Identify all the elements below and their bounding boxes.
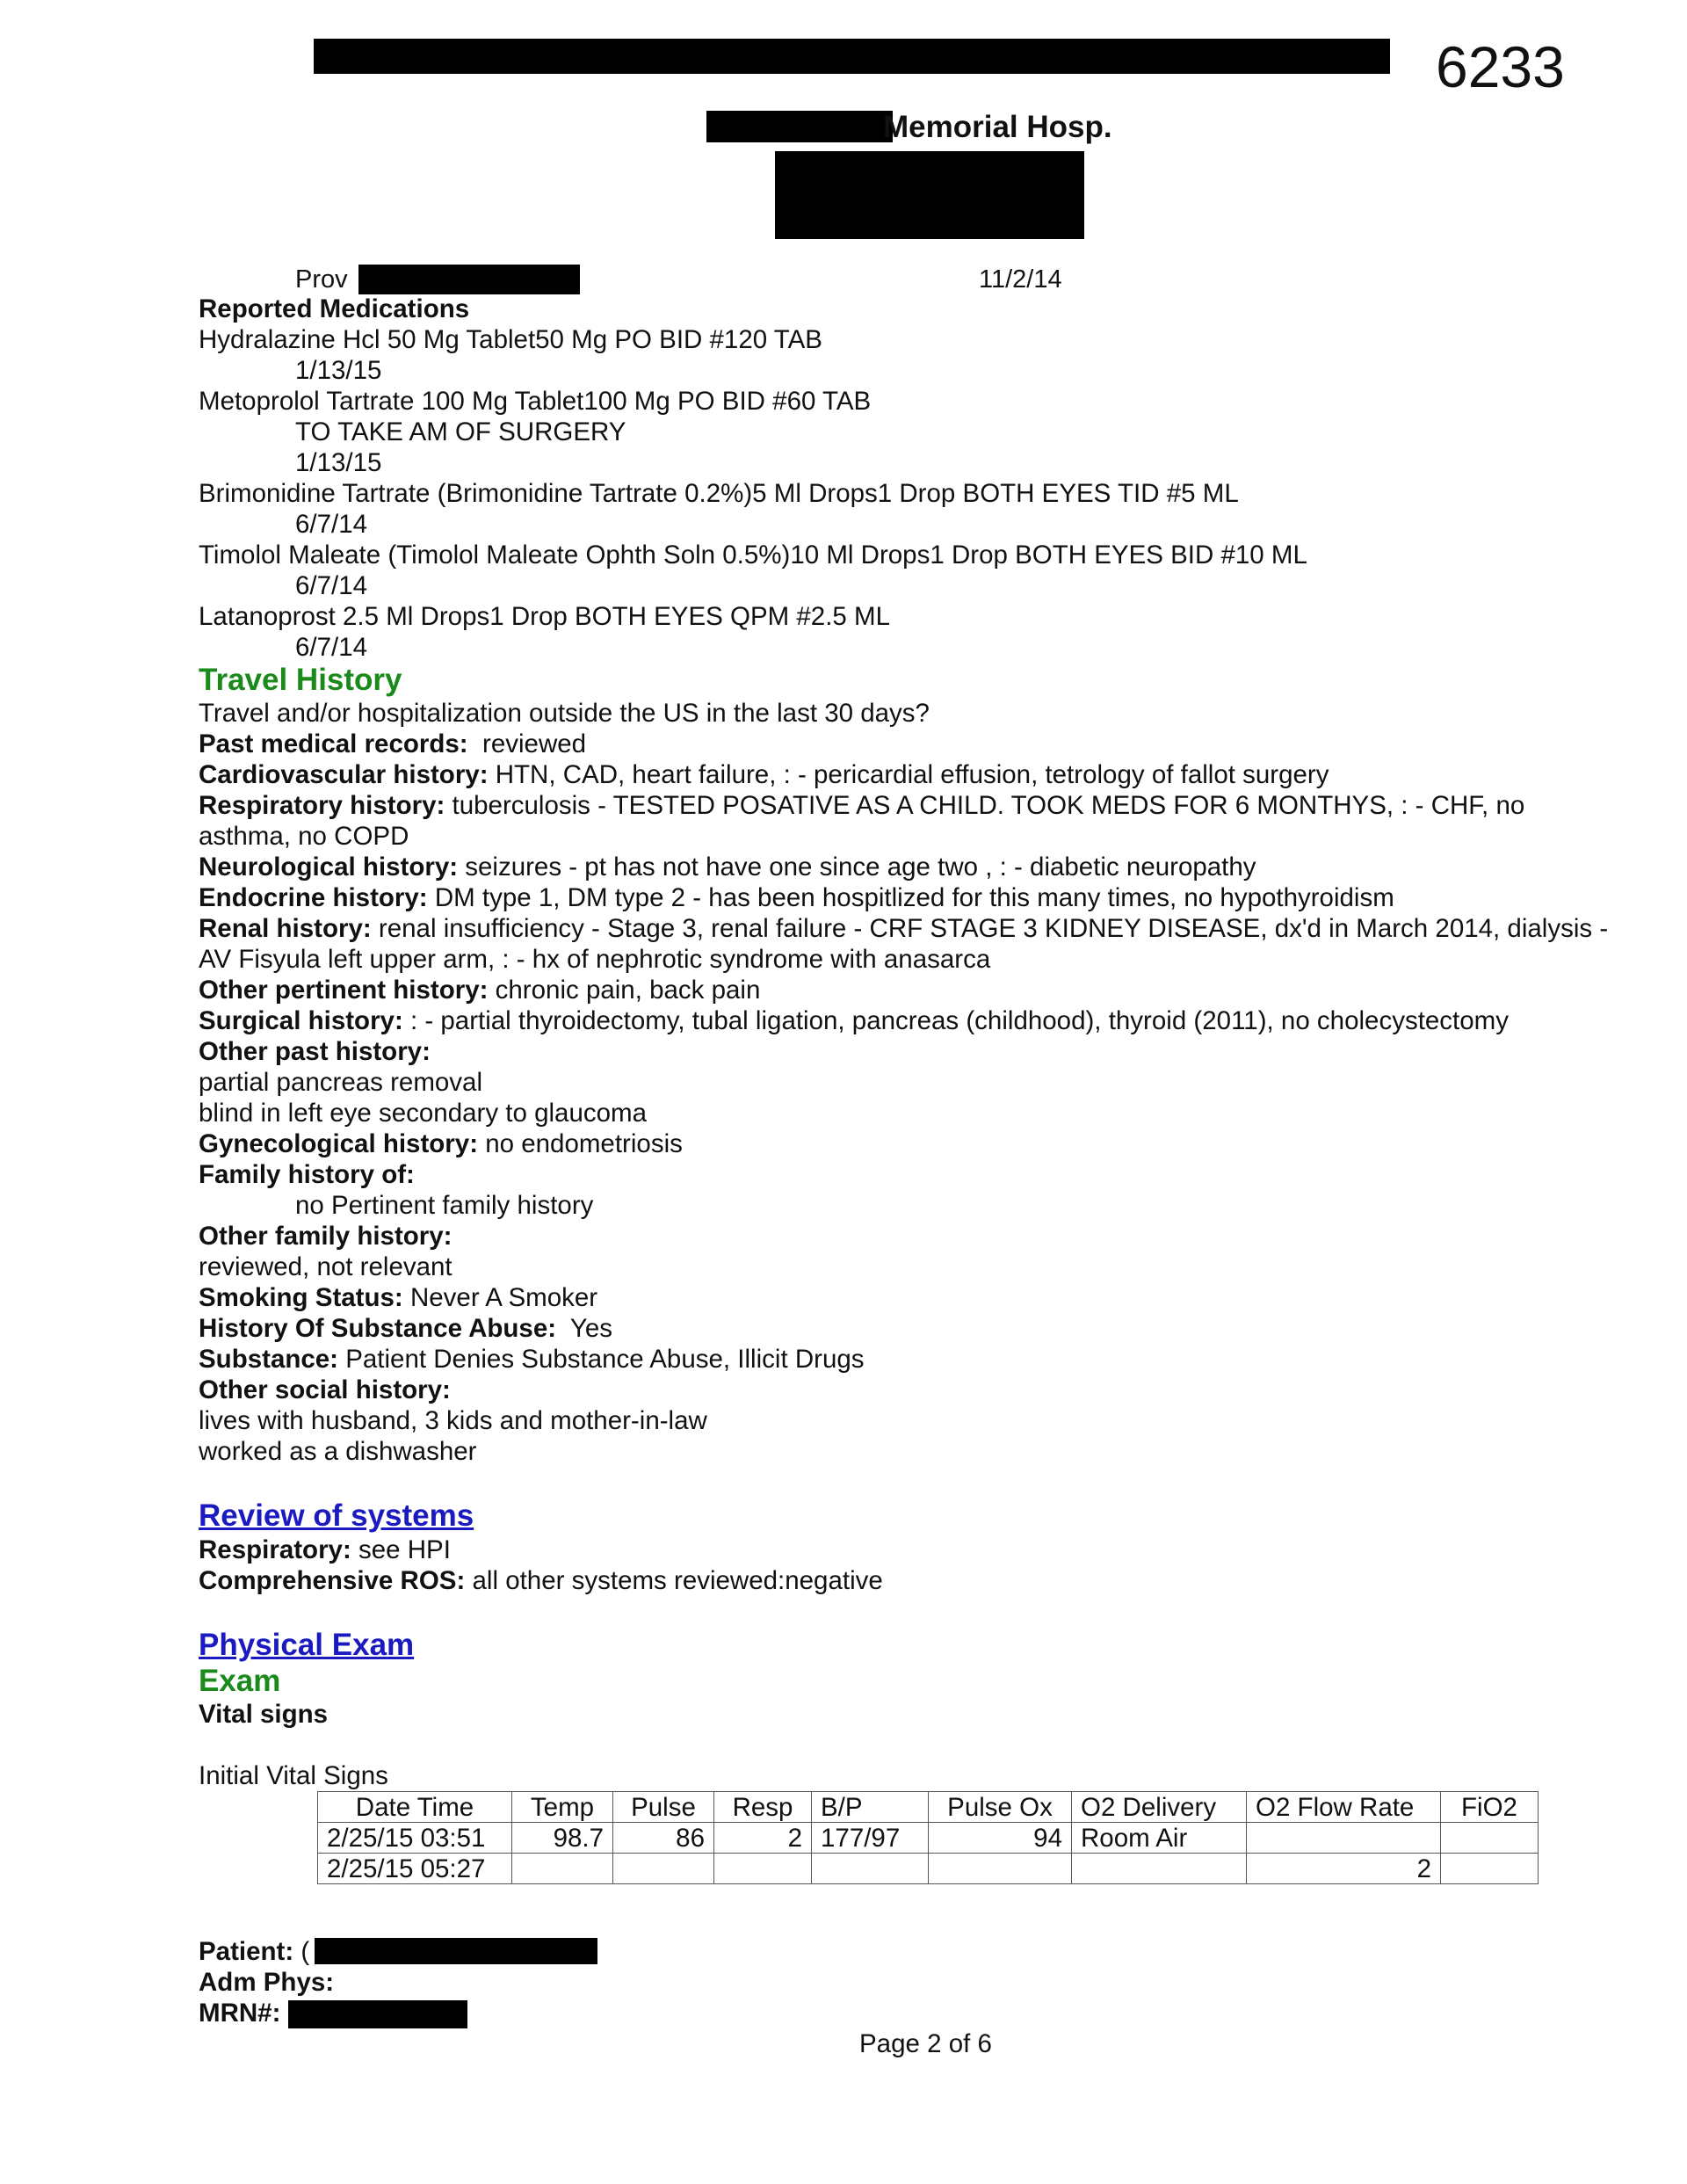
page-indicator: Page 2 of 6 [859, 2029, 992, 2058]
substance-row [199, 1344, 1622, 1375]
vitals-row [318, 1823, 1539, 1854]
vitals-cell [812, 1854, 929, 1884]
neurological-row [199, 852, 1622, 882]
history-value: DM type 1, DM type 2 - has been hospitlized for this many times, no hypothyroidism [427, 883, 1394, 912]
gynecological-row [199, 1128, 1622, 1159]
page-number: 6233 [1436, 34, 1565, 99]
history-label: Comprehensive ROS: [199, 1566, 466, 1595]
history-label: Substance: [199, 1345, 339, 1374]
review-of-systems-link[interactable]: Review of systems [199, 1498, 474, 1533]
vitals-header-cell: Temp [512, 1792, 613, 1823]
substance-history-row [199, 1313, 1622, 1344]
patient-row [199, 1936, 334, 1967]
patient-initial: ( [300, 1937, 310, 1966]
provider-date: 11/2/14 [979, 265, 1062, 294]
patient-label: Patient: [199, 1937, 294, 1966]
travel-question: Travel and/or hospitalization outside the US in the last 30 days? [199, 699, 930, 728]
history-label: Respiratory: [199, 1535, 351, 1564]
history-label: Gynecological history: [199, 1129, 479, 1158]
medications-heading: Reported Medications [199, 294, 470, 323]
vitals-cell [714, 1854, 812, 1884]
history-label: Smoking Status: [199, 1283, 403, 1312]
smoking-row [199, 1282, 1622, 1313]
physical-exam-link[interactable]: Physical Exam [199, 1628, 415, 1662]
medication-name: Hydralazine Hcl 50 Mg Tablet50 Mg PO BID #120 TAB [199, 325, 822, 354]
vitals-cell: Room Air [1072, 1823, 1247, 1854]
redacted-address-block [775, 151, 1084, 239]
vitals-cell [1441, 1854, 1539, 1884]
vitals-header-cell: O2 Delivery [1072, 1792, 1247, 1823]
redacted-header-bar [314, 39, 1390, 74]
medication-note: TO TAKE AM OF SURGERY [295, 417, 626, 446]
history-value: Patient Denies Substance Abuse, Illicit Drugs [338, 1345, 865, 1374]
history-value: : - partial thyroidectomy, tubal ligation, pancreas (childhood), thyroid (2011), no cholecystectomy [402, 1006, 1509, 1035]
vitals-cell: 86 [613, 1823, 714, 1854]
vitals-cell: 2/25/15 03:51 [318, 1823, 512, 1854]
vitals-cell: 177/97 [812, 1823, 929, 1854]
family-history-label: Family history of: [199, 1160, 415, 1189]
history-value: HTN, CAD, heart failure, : - pericardial effusion, tetrology of fallot surgery [488, 760, 1329, 789]
history-label: Surgical history: [199, 1006, 403, 1035]
other-past-line: blind in left eye secondary to glaucoma [199, 1099, 647, 1128]
other-pertinent-row [199, 975, 1622, 1005]
adm-phys-label: Adm Phys: [199, 1968, 335, 1997]
cardiovascular-row [199, 759, 1622, 790]
history-label: Past medical records: [199, 729, 468, 758]
travel-history-heading: Travel History [199, 663, 402, 697]
initial-vitals-label: Initial Vital Signs [199, 1761, 388, 1790]
medication-name: Timolol Maleate (Timolol Maleate Ophth Soln 0.5%)10 Ml Drops1 Drop BOTH EYES BID #10 ML [199, 541, 1307, 570]
history-label: Other pertinent history: [199, 976, 489, 1005]
vitals-cell [1441, 1823, 1539, 1854]
history-value: tuberculosis - TESTED POSATIVE AS A CHILD. TOOK MEDS FOR 6 MONTHYS, : - CHF, no asthma, no COPD [199, 791, 1525, 851]
vitals-header-cell: Date Time [318, 1792, 512, 1823]
report-body [199, 294, 1622, 1884]
vitals-header-cell: Resp [714, 1792, 812, 1823]
vitals-cell [1247, 1823, 1441, 1854]
vitals-row [318, 1854, 1539, 1884]
medication-date: 1/13/15 [295, 448, 382, 477]
ros-respiratory-row [199, 1535, 1622, 1565]
other-past-label: Other past history: [199, 1037, 431, 1066]
vitals-cell [512, 1854, 613, 1884]
history-value: seizures - pt has not have one since age two , : - diabetic neuropathy [458, 853, 1256, 882]
other-social-line: lives with husband, 3 kids and mother-in-law [199, 1406, 707, 1435]
exam-heading: Exam [199, 1664, 281, 1698]
vitals-cell [613, 1854, 714, 1884]
vitals-cell: 98.7 [512, 1823, 613, 1854]
history-label: Cardiovascular history: [199, 760, 489, 789]
history-value: Yes [556, 1314, 613, 1343]
history-value: all other systems reviewed:negative [465, 1566, 883, 1595]
vitals-header-cell: B/P [812, 1792, 929, 1823]
mrn-label: MRN#: [199, 1999, 281, 2028]
history-value: no endometriosis [478, 1129, 683, 1158]
spacer [199, 1467, 1622, 1498]
vitals-header-cell: Pulse [613, 1792, 714, 1823]
ros-comprehensive-row [199, 1565, 1622, 1596]
vitals-cell: 2/25/15 05:27 [318, 1854, 512, 1884]
history-label: Respiratory history: [199, 791, 445, 820]
history-value: chronic pain, back pain [488, 976, 761, 1005]
vitals-header-row [318, 1792, 1539, 1823]
family-history-value: no Pertinent family history [295, 1191, 594, 1220]
vitals-cell: 2 [1247, 1854, 1441, 1884]
history-label: History Of Substance Abuse: [199, 1314, 557, 1343]
vitals-table [317, 1791, 1539, 1884]
history-label: Neurological history: [199, 853, 459, 882]
past-records-row [199, 729, 1622, 759]
vitals-header-cell: FiO2 [1441, 1792, 1539, 1823]
redacted-mrn [288, 2000, 467, 2028]
vitals-cell: 2 [714, 1823, 812, 1854]
medication-date: 6/7/14 [295, 633, 368, 662]
other-social-line: worked as a dishwasher [199, 1437, 477, 1466]
vitals-header-cell: Pulse Ox [929, 1792, 1072, 1823]
history-value: reviewed [467, 729, 587, 758]
vital-signs-label: Vital signs [199, 1700, 329, 1729]
surgical-row [199, 1005, 1622, 1036]
redacted-hospital-prefix [706, 111, 893, 142]
vitals-cell [929, 1854, 1072, 1884]
respiratory-row [199, 790, 1622, 852]
spacer [199, 1596, 1622, 1627]
endocrine-row [199, 882, 1622, 913]
renal-row [199, 913, 1622, 975]
medication-name: Metoprolol Tartrate 100 Mg Tablet100 Mg PO BID #60 TAB [199, 387, 872, 416]
other-family-value: reviewed, not relevant [199, 1252, 453, 1281]
history-value: Never A Smoker [402, 1283, 598, 1312]
vitals-cell [1072, 1854, 1247, 1884]
spacer [199, 1730, 1622, 1760]
redacted-provider-name [358, 265, 580, 294]
history-value: renal insufficiency - Stage 3, renal failure - CRF STAGE 3 KIDNEY DISEASE, dx'd in March 2014, dialysis - AV Fisyula left upper arm, : - hx of nephrotic syndrome with anasarca [199, 914, 1609, 974]
other-past-line: partial pancreas removal [199, 1068, 483, 1097]
history-value: see HPI [351, 1535, 451, 1564]
history-label: Renal history: [199, 914, 372, 943]
medication-name: Brimonidine Tartrate (Brimonidine Tartrate 0.2%)5 Ml Drops1 Drop BOTH EYES TID #5 ML [199, 479, 1239, 508]
medication-date: 6/7/14 [295, 510, 368, 539]
other-social-label: Other social history: [199, 1375, 451, 1404]
vitals-cell: 94 [929, 1823, 1072, 1854]
hospital-name: Memorial Hosp. [883, 110, 1112, 144]
history-label: Endocrine history: [199, 883, 428, 912]
medication-date: 1/13/15 [295, 356, 382, 385]
vitals-header-cell: O2 Flow Rate [1247, 1792, 1441, 1823]
provider-label: Prov [295, 265, 348, 294]
medication-date: 6/7/14 [295, 571, 368, 600]
medication-name: Latanoprost 2.5 Ml Drops1 Drop BOTH EYES QPM #2.5 ML [199, 602, 890, 631]
redacted-patient-name [315, 1938, 597, 1964]
other-family-label: Other family history: [199, 1222, 453, 1251]
